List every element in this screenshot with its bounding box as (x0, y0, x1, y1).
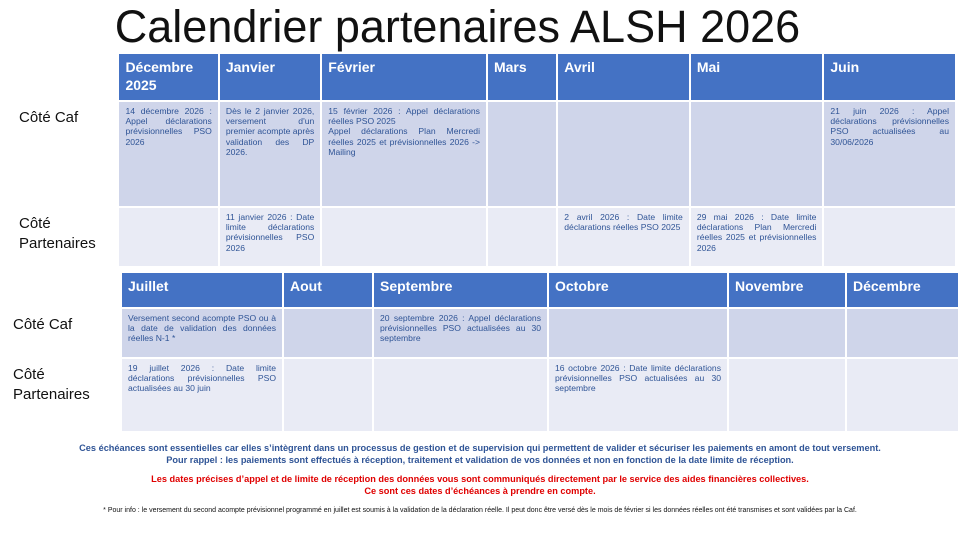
cell-caf-janvier: Dès le 2 janvier 2026, versement d'un premier acompte après validation des DP 2026. (220, 102, 320, 206)
row-label-line-2: Partenaires (19, 235, 96, 252)
month-header-octobre: Octobre (549, 273, 727, 307)
month-header-avril: Avril (558, 54, 689, 100)
cell-partenaires-mai: 29 mai 2026 : Date limite déclarations Plan Mercredi réelles 2025 et prévisionnelles 2026 (691, 208, 823, 266)
calendar-table-2 (5, 271, 960, 433)
cell-caf-dec-2025: 14 décembre 2026 : Appel déclarations prévisionnelles PSO 2026 (119, 102, 217, 206)
month-header-decembre: Décembre (847, 273, 958, 307)
cell-caf-fevrier (322, 102, 486, 206)
cell-partenaires-juin (824, 208, 955, 266)
row-label-cote-partenaires-2 (7, 359, 120, 431)
cell-partenaires-decembre (847, 359, 958, 431)
row-label-cote-caf: Côté Caf (13, 102, 117, 206)
cell-caf-octobre (549, 309, 727, 357)
note-blue-line-1: Ces échéances sont essentielles car elles s’intègrent dans un processus de gestion et de supervision qui permettent de valider et sécuriser les paiements en amont de tout versement. (79, 443, 881, 453)
month-header-aout: Aout (284, 273, 372, 307)
cell-partenaires-juillet: 19 juillet 2026 : Date limite déclarations prévisionnelles PSO actualisées au 30 juin (122, 359, 282, 431)
month-header-fevrier: Février (322, 54, 486, 100)
cell-partenaires-aout (284, 359, 372, 431)
month-header-mars: Mars (488, 54, 556, 100)
month-header-mai: Mai (691, 54, 823, 100)
page-title: Calendrier partenaires ALSH 2026 (114, 1, 801, 52)
header-corner-2 (7, 273, 120, 307)
cell-partenaires-fevrier (322, 208, 486, 266)
cell-caf-fevrier-line-2: Appel déclarations Plan Mercredi réelles 2025 et prévisionnelles 2026 -> Mailing (328, 126, 480, 157)
cell-caf-juillet: Versement second acompte PSO ou à la date de validation des données réelles N-1 * (122, 309, 282, 357)
cell-caf-fevrier-line-1: 15 février 2026 : Appel déclarations réelles PSO 2025 (328, 106, 480, 127)
footnote: * Pour info : le versement du second acompte prévisionnel programmé en juillet est soumis à la validation de la déclaration réelle. Il peut donc être versé dès le mois de février si les données réelles ont été transmises et sont validées par la Caf. (103, 507, 857, 514)
note-red-line-1: Les dates précises d’appel et de limite de réception des données vous sont communiqués directement par le service des aides financières collectives. (151, 474, 809, 484)
cell-partenaires-avril: 2 avril 2026 : Date limite déclarations réelles PSO 2025 (558, 208, 689, 266)
header-corner (13, 54, 117, 100)
cell-partenaires-mars (488, 208, 556, 266)
month-header-janvier: Janvier (220, 54, 320, 100)
month-header-dec-2025: Décembre 2025 (119, 54, 217, 100)
cell-partenaires-janvier: 11 janvier 2026 : Date limite déclarations prévisionnelles PSO 2026 (220, 208, 320, 266)
cell-caf-mars (488, 102, 556, 206)
note-blue-line-2: Pour rappel : les paiements sont effectués à réception, traitement et validation de vos données et non en fonction de la date limite de réception. (166, 455, 794, 465)
row-label-line-1: Côté (19, 215, 51, 232)
row-label-cote-caf-2: Côté Caf (7, 309, 120, 357)
cell-caf-novembre (729, 309, 845, 357)
cell-caf-aout (284, 309, 372, 357)
cell-partenaires-dec-2025 (119, 208, 217, 266)
cell-caf-avril (558, 102, 689, 206)
row-label-line-1: Côté (13, 366, 45, 383)
cell-caf-juin: 21 juin 2026 : Appel déclarations prévisionnelles PSO actualisées au 30/06/2026 (824, 102, 955, 206)
cell-caf-mai (691, 102, 823, 206)
month-header-juillet: Juillet (122, 273, 282, 307)
cell-partenaires-octobre: 16 octobre 2026 : Date limite déclarations prévisionnelles PSO actualisées au 30 septembre (549, 359, 727, 431)
row-label-cote-partenaires (13, 208, 117, 266)
month-header-septembre: Septembre (374, 273, 547, 307)
month-header-novembre: Novembre (729, 273, 845, 307)
cell-caf-decembre (847, 309, 958, 357)
cell-caf-septembre: 20 septembre 2026 : Appel déclarations prévisionnelles PSO actualisées au 30 septembre (374, 309, 547, 357)
month-header-juin: Juin (824, 54, 955, 100)
cell-partenaires-novembre (729, 359, 845, 431)
note-red-line-2: Ce sont ces dates d’échéances à prendre en compte. (364, 486, 596, 496)
calendar-table-1 (11, 52, 957, 268)
row-label-line-2: Partenaires (13, 386, 90, 403)
cell-partenaires-septembre (374, 359, 547, 431)
